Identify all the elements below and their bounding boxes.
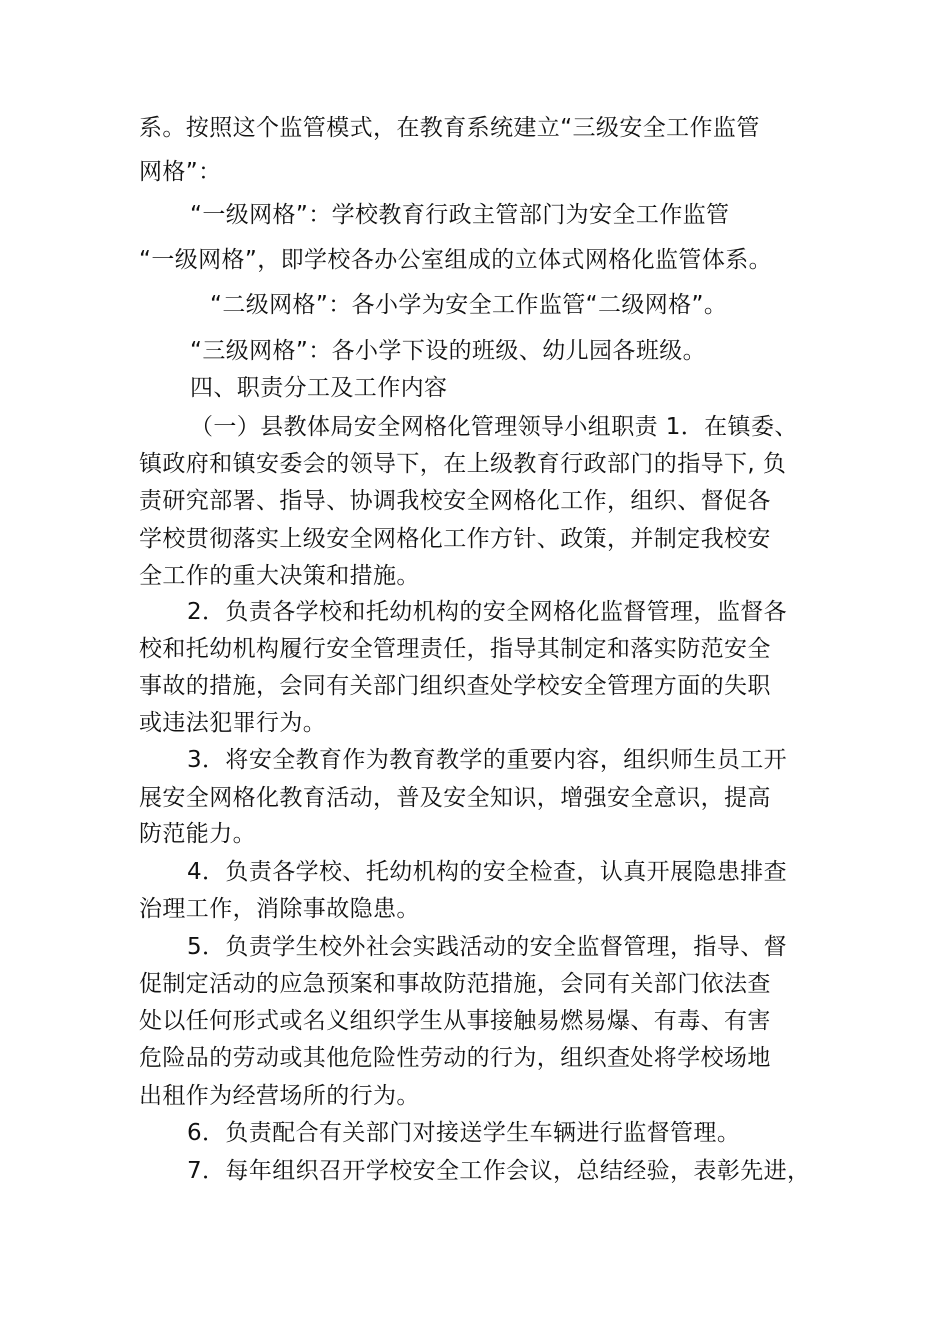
text-line: 或违法犯罪行为。	[139, 710, 327, 736]
text-line: 出租作为经营场所的行为。	[139, 1083, 420, 1109]
text-line: 校和托幼机构履行安全管理责任，指导其制定和落实防范安全	[139, 636, 771, 662]
text-line: 促制定活动的应急预案和事故防范措施，会同有关部门依法查	[139, 971, 771, 997]
text-line: “一级网格”：学校教育行政主管部门为安全工作监管	[190, 202, 730, 228]
text-line: 2．负责各学校和托幼机构的安全网格化监督管理，监督各	[187, 599, 788, 625]
text-line: 责研究部署、指导、协调我校安全网格化工作，组织、督促各	[139, 488, 771, 514]
section-heading: 四、职责分工及工作内容	[190, 375, 448, 401]
text-line: 展安全网格化教育活动，普及安全知识，增强安全意识，提高	[139, 785, 771, 811]
text-line: 7．每年组织召开学校安全工作会议，总结经验，表彰先进，	[187, 1158, 811, 1184]
text-line: 5．负责学生校外社会实践活动的安全监督管理，指导、督	[187, 934, 788, 960]
text-line: “一级网格”，即学校各办公室组成的立体式网格化监管体系。	[139, 247, 773, 273]
text-line: 治理工作，消除事故隐患。	[139, 896, 420, 922]
text-line: 系。按照这个监管模式，在教育系统建立“三级安全工作监管	[139, 115, 760, 141]
text-line: 全工作的重大决策和措施。	[139, 563, 420, 589]
text-line: 处以任何形式或名义组织学生从事接触易燃易爆、有毒、有害	[139, 1008, 771, 1034]
subsection-heading: （一）县教体局安全网格化管理领导小组职责 1．在镇委、	[190, 414, 798, 440]
text-line: “三级网格”：各小学下设的班级、幼儿园各班级。	[190, 338, 707, 364]
text-line: 镇政府和镇安委会的领导下，在上级教育行政部门的指导下, 负	[139, 451, 787, 477]
text-line: 6．负责配合有关部门对接送学生车辆进行监督管理。	[187, 1120, 741, 1146]
text-line: 事故的措施，会同有关部门组织查处学校安全管理方面的失职	[139, 673, 771, 699]
text-line: 学校贯彻落实上级安全网格化工作方针、政策，并制定我校安	[139, 526, 771, 552]
text-line: 3．将安全教育作为教育教学的重要内容，组织师生员工开	[187, 747, 788, 773]
text-line: 危险品的劳动或其他危险性劳动的行为，组织查处将学校场地	[139, 1045, 771, 1071]
text-line: “二级网格”：各小学为安全工作监管“二级网格”。	[210, 292, 728, 318]
text-line: 4．负责各学校、托幼机构的安全检查，认真开展隐患排查	[187, 859, 788, 885]
text-line: 防范能力。	[139, 821, 256, 847]
text-line: 网格”：	[139, 159, 222, 185]
